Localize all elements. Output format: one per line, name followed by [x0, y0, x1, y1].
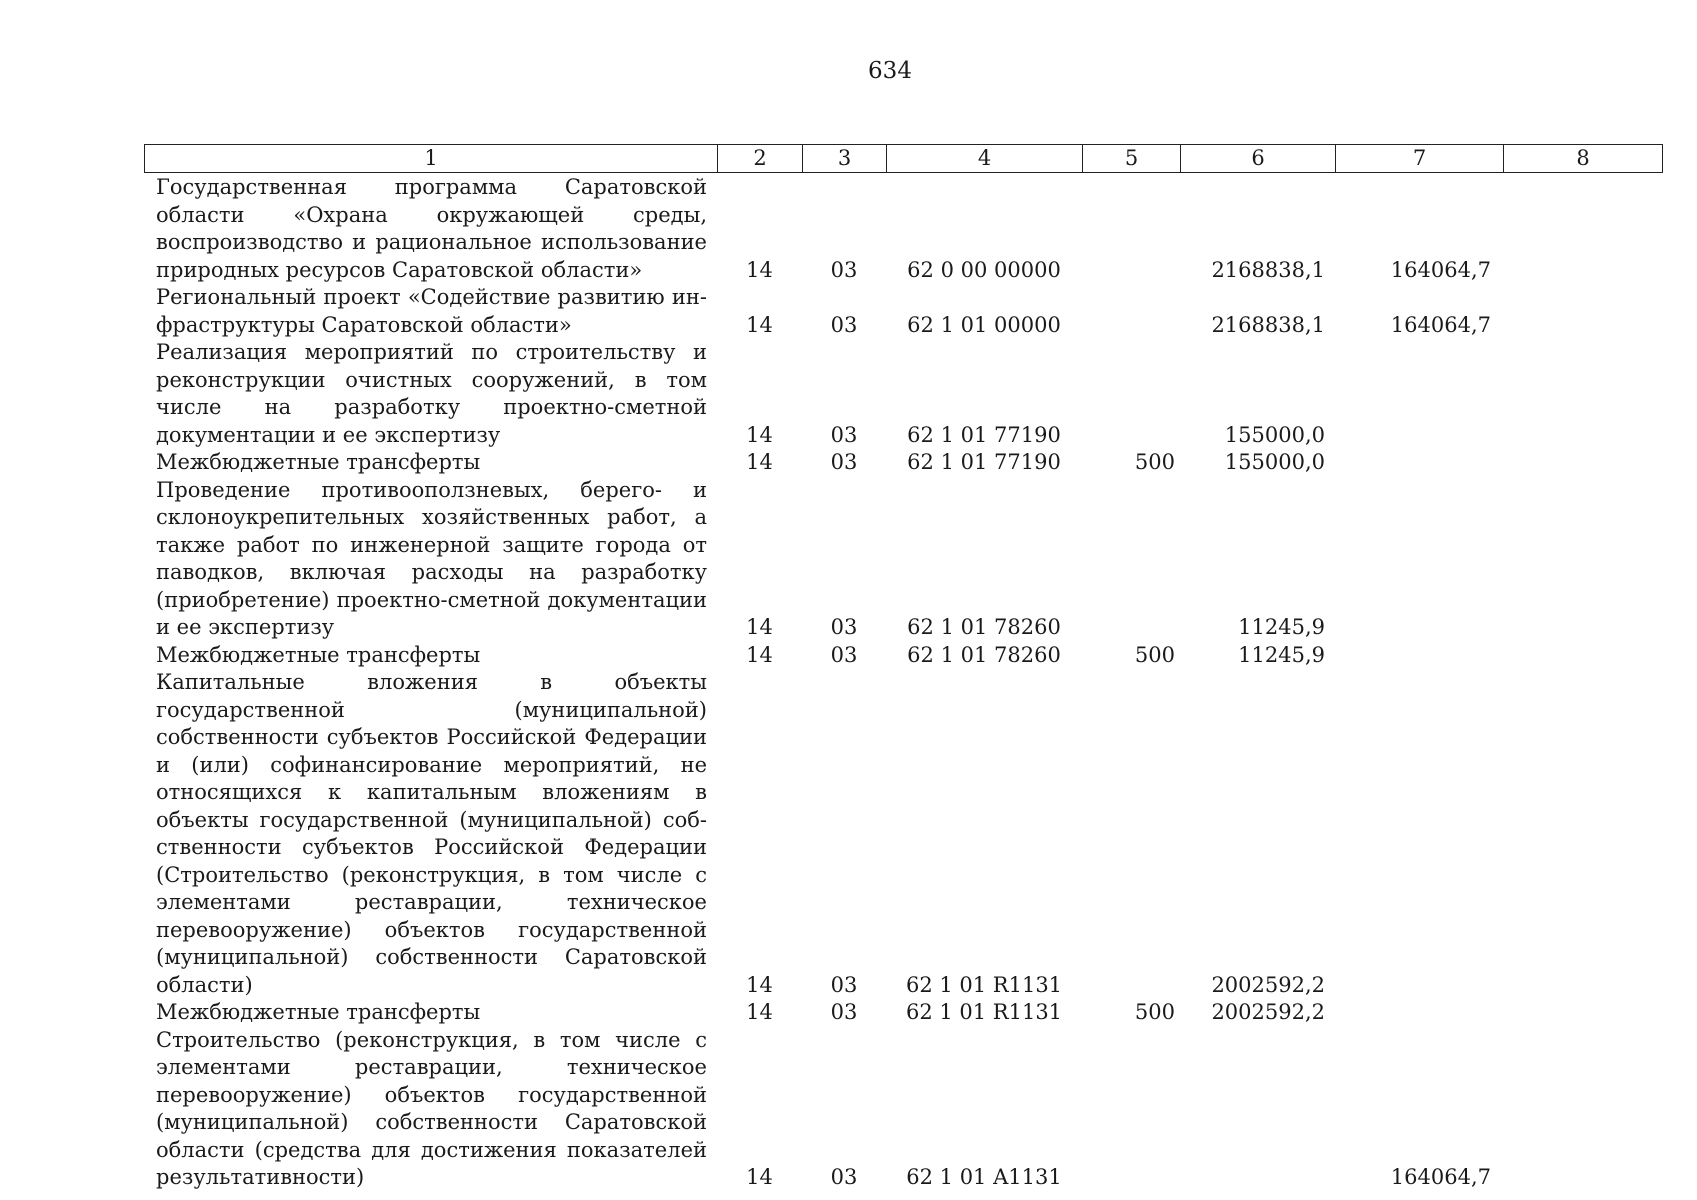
header-col-7: 7 [1336, 145, 1504, 172]
row-description [144, 477, 717, 642]
ministry-code: 14 [746, 1165, 773, 1189]
row-description [144, 174, 717, 284]
table-row [144, 339, 1663, 449]
row-description [144, 999, 717, 1027]
target-article-code: 62 1 01 R1131 [905, 972, 1063, 997]
table-row [144, 999, 1663, 1027]
row-description [144, 1027, 717, 1192]
section-code: 03 [830, 257, 858, 282]
amount-col-7: 164064,7 [1390, 1165, 1491, 1189]
amount-col-6: 11245,9 [1238, 615, 1325, 639]
ministry-code: 14 [746, 615, 773, 639]
ministry-code: 14 [746, 972, 773, 997]
row-description-text: Государственная программа Саратовской области «Охрана окружающей среды, воспроизводство и рациональное использование природных ресурсов Саратовской области» [156, 175, 707, 282]
header-col-5: 5 [1083, 145, 1181, 172]
table-row [144, 669, 1663, 999]
target-article-code: 62 1 01 00000 [907, 312, 1061, 337]
amount-col-7: 164064,7 [1390, 312, 1491, 337]
expense-type-code: 500 [1134, 450, 1175, 474]
header-col-2: 2 [718, 145, 803, 172]
amount-col-6: 155000,0 [1224, 450, 1325, 474]
target-article-code: 62 1 01 77190 [907, 450, 1061, 474]
ministry-code: 14 [746, 422, 773, 447]
row-description-text: Капитальные вложения в объекты государственной (муниципальной) собственности субъектов Российской Федерации и (или) софинансирование мероприятий, не относящихся к капитальным вложениям в объекты государственной (муниципальной) собственности субъектов Российской Федерации (Строительство (реконструкция, в том числе с элементами реставрации, техническое перевооружение) объектов государственной (муниципальной) собственности Саратовской области) [156, 670, 707, 997]
table-row [144, 477, 1663, 642]
target-article-code: 62 1 01 78260 [907, 642, 1061, 667]
table-row [144, 284, 1663, 339]
section-code: 03 [830, 642, 858, 667]
amount-col-6: 2168838,1 [1211, 312, 1325, 337]
row-description [144, 284, 717, 339]
table-body [144, 174, 1663, 1192]
header-col-3: 3 [803, 145, 887, 172]
section-code: 03 [830, 1000, 858, 1024]
row-description [144, 339, 717, 449]
row-description-text: Строительство (реконструкция, в том числе с элементами реставрации, техническое перевооружение) объектов государственной (муниципальной) собственности Саратовской области (средства для достижения показателей результативности) [156, 1027, 707, 1189]
ministry-code: 14 [746, 1000, 773, 1024]
expense-type-code: 500 [1134, 1000, 1175, 1024]
row-description [144, 669, 717, 999]
amount-col-6: 2002592,2 [1211, 1000, 1325, 1024]
section-code: 03 [830, 972, 858, 997]
target-article-code: 62 1 01 77190 [907, 422, 1061, 447]
section-code: 03 [830, 312, 858, 337]
target-article-code: 62 1 01 A1131 [906, 1165, 1062, 1189]
ministry-code: 14 [746, 257, 773, 282]
table-row [144, 1027, 1663, 1192]
ministry-code: 14 [746, 450, 773, 474]
ministry-code: 14 [746, 642, 773, 667]
row-description-text: Региональный проект «Содействие развитию инфраструктуры Саратовской области» [156, 285, 707, 337]
row-description-text: Межбюджетные трансферты [156, 642, 481, 667]
section-code: 03 [830, 1165, 858, 1189]
amount-col-6: 2168838,1 [1211, 257, 1325, 282]
table-row [144, 449, 1663, 477]
section-code: 03 [830, 422, 858, 447]
row-description-text: Проведение противооползневых, берего- и склоноукрепительных хозяйственных работ, а также работ по инженерной защите города от паводков, включая расходы на разработку (приобретение) проектно-сметной документации и ее экспертизу [156, 477, 707, 639]
row-description [144, 449, 717, 477]
row-description-text: Межбюджетные трансферты [156, 450, 481, 474]
amount-col-6: 11245,9 [1238, 642, 1325, 667]
page-number: 634 [868, 58, 912, 84]
table-header [144, 144, 1663, 173]
header-col-4: 4 [887, 145, 1083, 172]
target-article-code: 62 1 01 78260 [907, 615, 1061, 639]
table-row [144, 174, 1663, 284]
row-description-text: Реализация мероприятий по строительству и реконструкции очистных сооружений, в том числе на разработку проектно-сметной документации и ее экспертизу [156, 340, 707, 447]
ministry-code: 14 [746, 312, 773, 337]
expense-type-code: 500 [1134, 642, 1175, 667]
target-article-code: 62 1 01 R1131 [905, 1000, 1063, 1024]
amount-col-6: 2002592,2 [1211, 972, 1325, 997]
section-code: 03 [830, 615, 858, 639]
amount-col-7: 164064,7 [1390, 257, 1491, 282]
target-article-code: 62 0 00 00000 [907, 257, 1061, 282]
header-col-1: 1 [145, 145, 718, 172]
header-col-6: 6 [1181, 145, 1336, 172]
section-code: 03 [830, 450, 858, 474]
table-row [144, 642, 1663, 670]
row-description [144, 642, 717, 670]
header-col-8: 8 [1576, 146, 1590, 170]
row-description-text: Межбюджетные трансферты [156, 1000, 481, 1024]
amount-col-6: 155000,0 [1224, 422, 1325, 447]
